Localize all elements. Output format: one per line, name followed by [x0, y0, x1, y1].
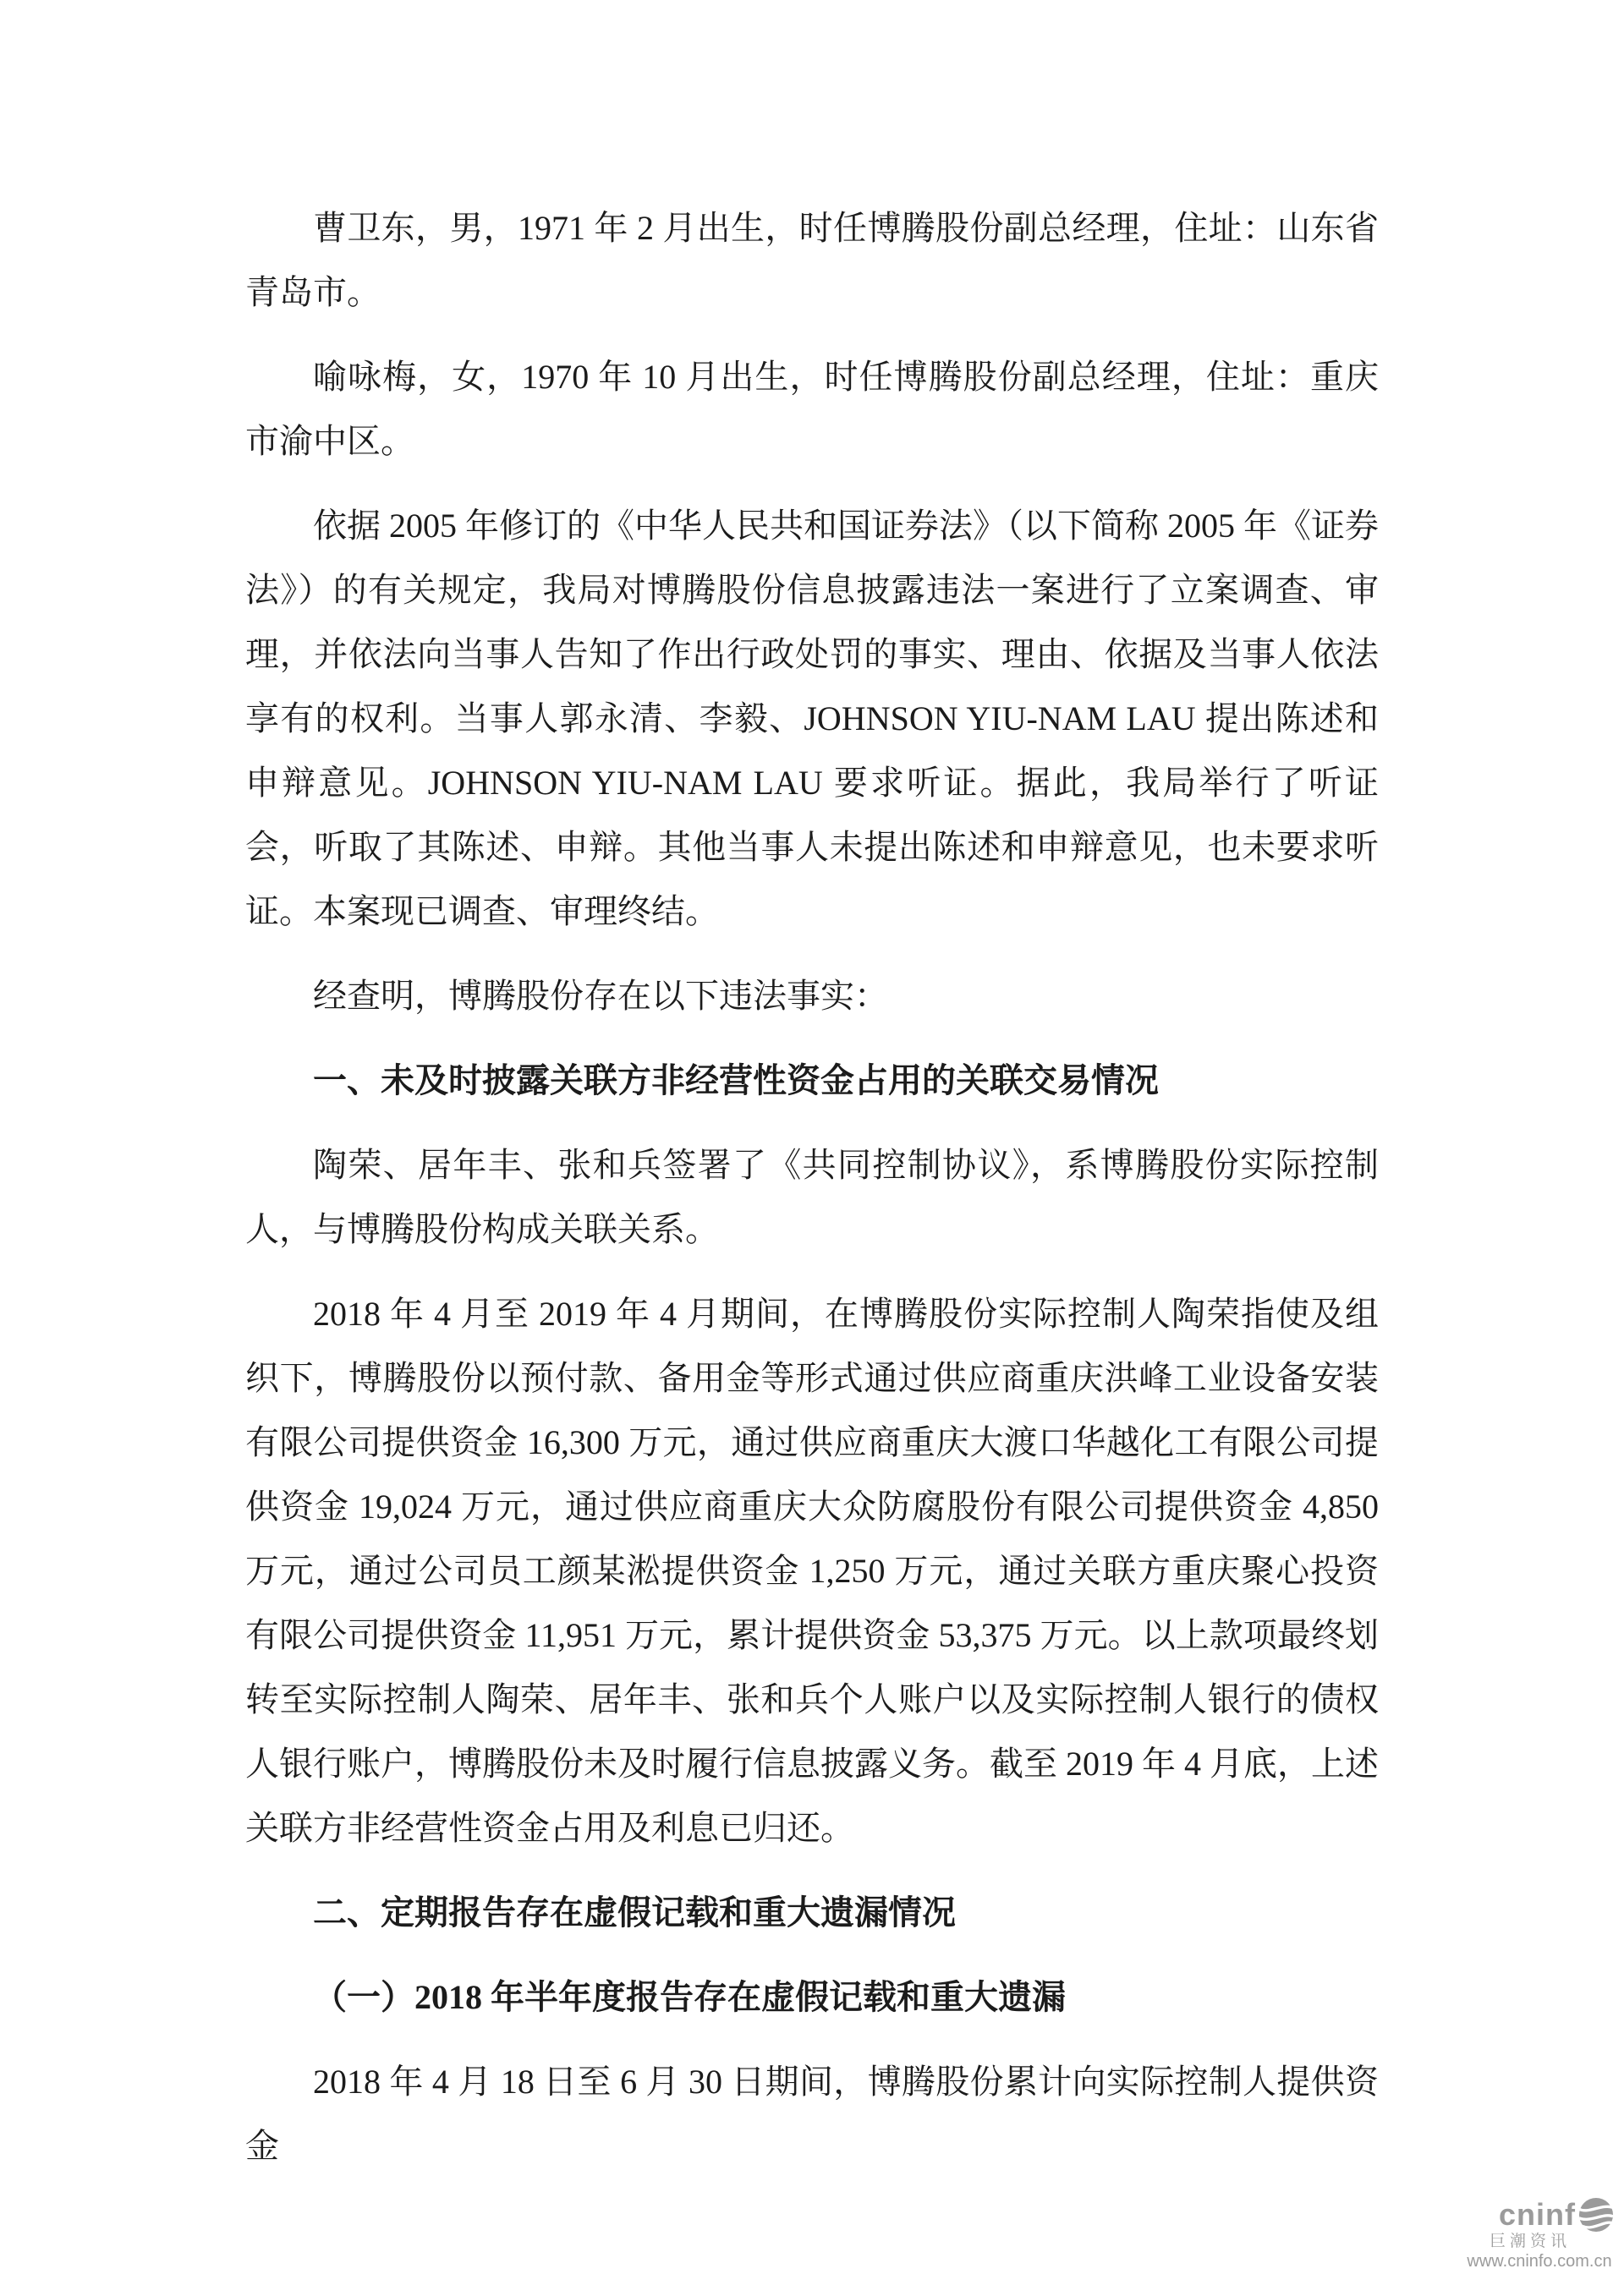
paragraph: 曹卫东，男，1971 年 2 月出生，时任博腾股份副总经理，住址：山东省青岛市。 [245, 209, 1379, 311]
section-heading: 二、定期报告存在虚假记载和重大遗漏情况 [313, 1893, 956, 1932]
paragraph: 经查明，博腾股份存在以下违法事实： [313, 977, 888, 1015]
section-heading: 一、未及时披露关联方非经营性资金占用的关联交易情况 [313, 1061, 1159, 1099]
cninfo-brand-text: cninf [1499, 2197, 1576, 2232]
document-body [245, 196, 1379, 2178]
cninfo-logo [1458, 2197, 1621, 2271]
section-heading: （一）2018 年半年度报告存在虚假记载和重大遗漏 [313, 1978, 1066, 2016]
cninfo-globe-icon [1578, 2197, 1614, 2233]
paragraph: 依据 2005 年修订的《中华人民共和国证券法》（以下简称 2005 年《证券法》）的有关规定，我局对博腾股份信息披露违法一案进行了立案调查、审理，并依法向当事人告知了作出行政处罚的事实、理由、依据及当事人依法享有的权利。当事人郭永清、李毅、JOHNSON YIU-NAM LAU 提出陈述和申辩意见。JOHNSON YIU-NAM LAU 要求听证。据此，我局举行了听证会，听取了其陈述、申辩。其他当事人未提出陈述和申辩意见，也未要求听证。本案现已调查、审理终结。 [245, 507, 1379, 930]
paragraph: 2018 年 4 月至 2019 年 4 月期间，在博腾股份实际控制人陶荣指使及组织下，博腾股份以预付款、备用金等形式通过供应商重庆洪峰工业设备安装有限公司提供资金 16,300 万元，通过供应商重庆大渡口华越化工有限公司提供资金 19,024 万元，通过供应商重庆大众防腐股份有限公司提供资金 4,850 万元，通过公司员工颜某淞提供资金 1,250 万元，通过关联方重庆聚心投资有限公司提供资金 11,951 万元，累计提供资金 53,375 万元。以上款项最终划转至实际控制人陶荣、居年丰、张和兵个人账户以及实际控制人银行的债权人银行账户，博腾股份未及时履行信息披露义务。截至 2019 年 4 月底，上述关联方非经营性资金占用及利息已归还。 [245, 1295, 1379, 1847]
paragraph: 陶荣、居年丰、张和兵签署了《共同控制协议》，系博腾股份实际控制人，与博腾股份构成关联关系。 [245, 1146, 1379, 1248]
paragraph: 喻咏梅，女，1970 年 10 月出生，时任博腾股份副总经理，住址：重庆市渝中区。 [245, 358, 1379, 460]
cninfo-url: www.cninfo.com.cn [1467, 2252, 1612, 2271]
cninfo-chinese-name: 巨潮资讯 [1489, 2233, 1571, 2250]
cninfo-brand-row [1458, 2197, 1621, 2233]
paragraph: 2018 年 4 月 18 日至 6 月 30 日期间，博腾股份累计向实际控制人提供资金 [245, 2063, 1379, 2165]
